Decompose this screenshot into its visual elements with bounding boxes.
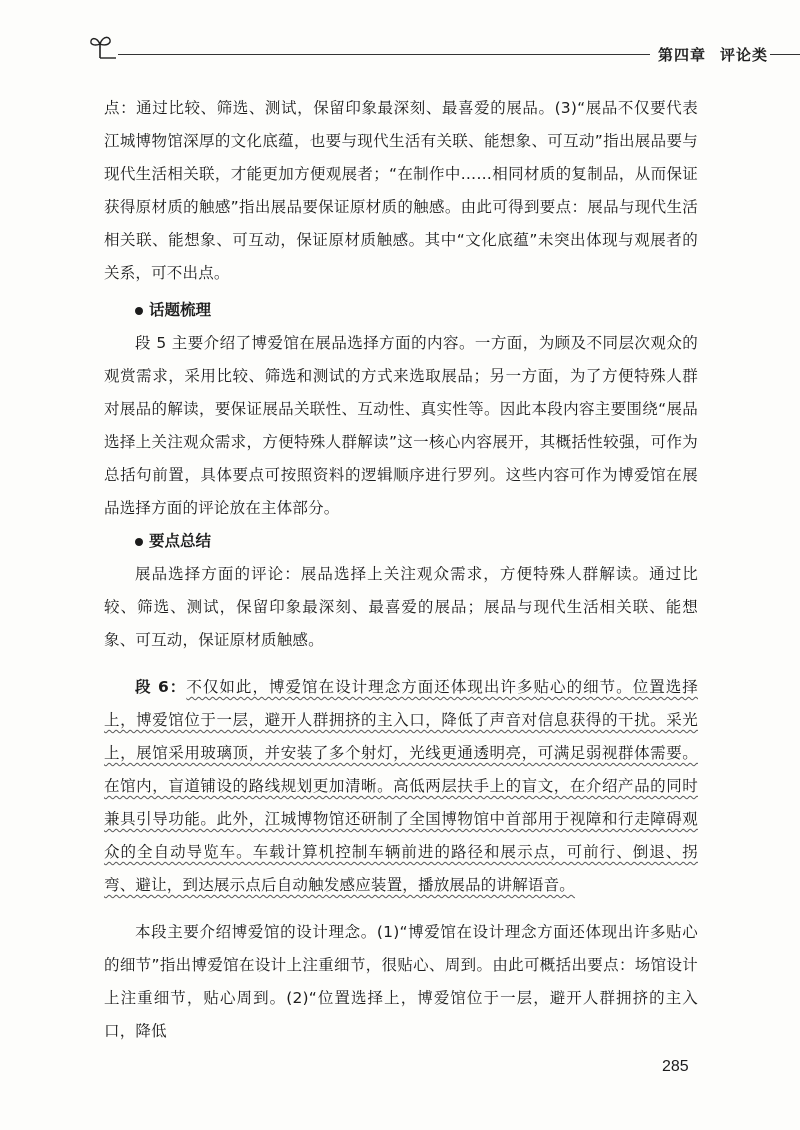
paragraph-topic: 段 5 主要介绍了博爱馆在展品选择方面的内容。一方面，为顾及不同层次观众的观赏需求，采用比较、筛选和测试的方式来选取展品；另一方面，为了方便特殊人群对展品的解读，要保证展品关联性、互动性、真实性等。因此本段内容主要围绕“展品选择上关注观众需求，方便特殊人群解读”这一核心内容展开，其概括性较强，可作为总括句前置，具体要点可按照资料的逻辑顺序进行罗列。这些内容可作为博爱馆在展品选择方面的评论放在主体部分。 — [104, 334, 698, 517]
heading-text: 要点总结 — [149, 532, 212, 550]
running-header — [88, 28, 780, 68]
bullet-icon — [135, 538, 143, 546]
chapter-title: 评论类 — [720, 46, 769, 64]
chapter-number: 第四章 — [658, 46, 707, 64]
paragraph-analysis: 本段主要介绍博爱馆的设计理念。(1)“博爱馆在设计理念方面还体现出许多贴心的细节”指出博爱馆在设计上注重细节，很贴心、周到。由此可概括出要点：场馆设计上注重细节，贴心周到。(2)“位置选择上，博爱馆位于一层，避开人群拥挤的主入口，降低 — [104, 923, 698, 1040]
section-heading-summary — [135, 525, 698, 558]
header-rule-right — [770, 54, 800, 55]
section-heading-topic — [135, 294, 698, 327]
body-text — [104, 92, 698, 1048]
paragraph-summary: 展品选择方面的评论：展品选择上关注观众需求，方便特殊人群解读。通过比较、筛选、测试，保留印象最深刻、最喜爱的展品；展品与现代生活相关联、能想象、可互动，保证原材质触感。 — [104, 565, 698, 649]
bullet-icon — [135, 307, 143, 315]
header-rule-left — [118, 54, 650, 55]
sprout-icon — [88, 32, 118, 62]
heading-text: 话题梳理 — [149, 301, 212, 319]
paragraph-label: 段 6： — [135, 678, 187, 696]
source-text: 不仅如此，博爱馆在设计理念方面还体现出许多贴心的细节。位置选择上，博爱馆位于一层，避开人群拥挤的主入口，降低了声音对信息获得的干扰。采光上，展馆采用玻璃顶，并安装了多个射灯，光线更通透明亮，可满足弱视群体需要。在馆内，盲道铺设的路线规划更加清晰。高低两层扶手上的盲文，在介绍产品的同时兼具引导功能。此外，江城博物馆还研制了全国博物馆中首部用于视障和行走障碍观众的全自动导览车。车载计算机控制车辆前进的路径和展示点，可前行、倒退、拐弯、避让，到达展示点后自动触发感应装置，播放展品的讲解语音。 — [104, 678, 698, 894]
paragraph-continued: 点：通过比较、筛选、测试，保留印象最深刻、最喜爱的展品。(3)“展品不仅要代表江城博物馆深厚的文化底蕴，也要与现代生活有关联、能想象、可互动”指出展品要与现代生活相关联，才能更加方便观展者；“在制作中……相同材质的复制品，从而保证获得原材质的触感”指出展品要保证原材质的触感。由此可得到要点：展品与现代生活相关联、能想象、可互动，保证原材质触感。其中“文化底蕴”未突出体现与观展者的关系，可不出点。 — [104, 99, 698, 282]
page-number: 285 — [662, 1058, 689, 1075]
paragraph-source-6 — [104, 671, 698, 902]
chapter-label — [658, 44, 782, 65]
